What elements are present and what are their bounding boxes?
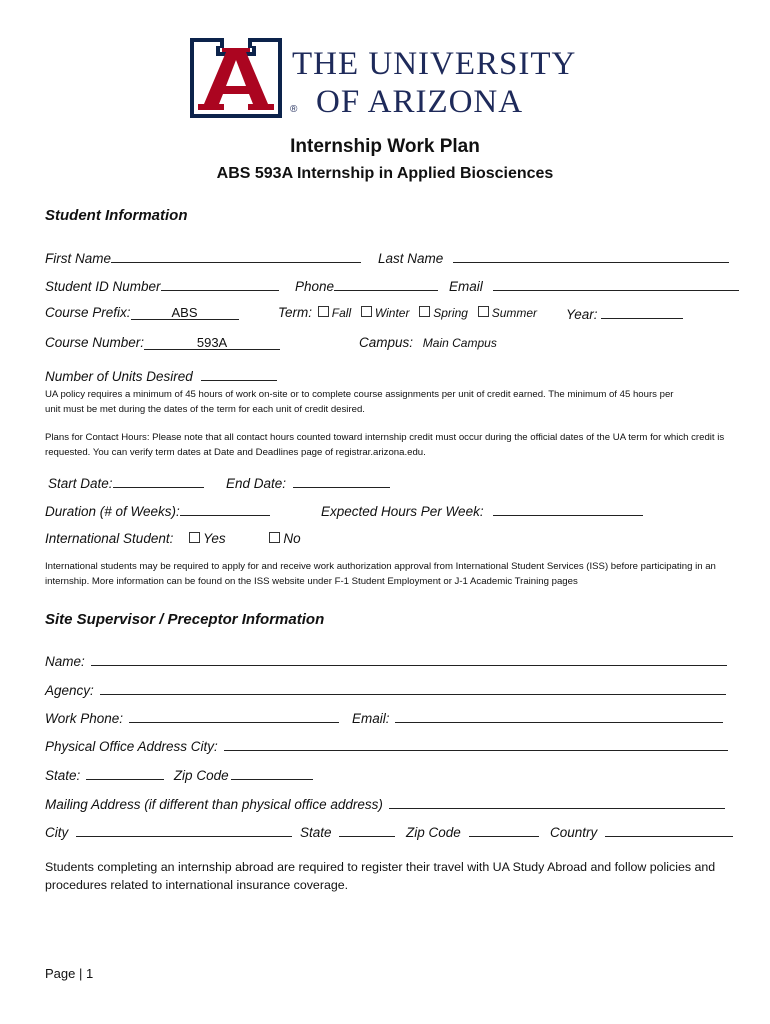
- zip-label: Zip Code: [173, 768, 229, 783]
- zip2-field[interactable]: [469, 823, 539, 837]
- country-field[interactable]: [605, 823, 733, 837]
- campus-row: [359, 335, 497, 350]
- office-city-field[interactable]: [224, 737, 728, 751]
- term-row: [278, 305, 537, 320]
- year-label: Year:: [566, 307, 598, 322]
- year-field[interactable]: [601, 305, 683, 319]
- state-label: State:: [45, 768, 81, 783]
- office-city-row: [45, 737, 728, 754]
- zip2-row: [406, 823, 539, 840]
- contact-hours-text: Plans for Contact Hours: Please note that all contact hours counted toward internship credit must occur during the official dates of the UA term for which credit is requested. You can verify term dates at Date and Deadlines page of registrar.arizona.edu.: [45, 432, 725, 458]
- work-phone-row: [45, 709, 339, 726]
- agency-label: Agency:: [45, 683, 94, 698]
- start-date-row: [48, 474, 204, 491]
- abroad-notice-text: Students completing an internship abroad are required to register their travel with UA Study Abroad and follow policies and procedures related to international insurance coverage.: [45, 860, 716, 892]
- duration-row: [45, 502, 270, 519]
- mailing-address-field[interactable]: [389, 795, 725, 809]
- units-label: Number of Units Desired: [45, 369, 193, 384]
- email-label: Email: [449, 279, 483, 294]
- first-name-label: First Name: [45, 251, 112, 266]
- term-winter-label: Winter: [374, 306, 410, 320]
- duration-label: Duration (# of Weeks):: [45, 504, 180, 519]
- state-zip-row: [45, 766, 313, 783]
- end-date-label: End Date:: [226, 476, 287, 491]
- course-prefix-row: [45, 305, 239, 320]
- zip2-label: Zip Code: [406, 825, 461, 840]
- block-a-logo-icon: [190, 38, 282, 118]
- course-number-row: [45, 335, 280, 350]
- units-field[interactable]: [201, 367, 277, 381]
- mailing-address-row: [45, 795, 725, 812]
- term-summer-label: Summer: [491, 306, 538, 320]
- supervisor-name-label: Name:: [45, 654, 85, 669]
- page-subtitle: ABS 593A Internship in Applied Biosciences: [216, 165, 554, 182]
- term-fall-checkbox[interactable]: [318, 306, 329, 317]
- first-name-field[interactable]: [111, 249, 361, 263]
- phone-row: [295, 277, 438, 294]
- international-notice-text: International students may be required to apply for and receive work authorization approval from International Student Services (ISS) before participating in an internship. More information can be found on the ISS website under F-1 Student Employment or J-1 Academic Training pages: [45, 561, 716, 587]
- student-id-field[interactable]: [161, 277, 279, 291]
- supervisor-email-field[interactable]: [395, 709, 723, 723]
- student-id-label: Student ID Number: [45, 279, 161, 294]
- campus-value: Main Campus: [422, 336, 497, 350]
- term-winter-checkbox[interactable]: [361, 306, 372, 317]
- phone-field[interactable]: [334, 277, 438, 291]
- work-phone-label: Work Phone:: [45, 711, 124, 726]
- logo-line-1: THE UNIVERSITY: [292, 46, 577, 82]
- agency-field[interactable]: [100, 681, 726, 695]
- city-row: [45, 823, 292, 840]
- term-label: Term:: [278, 305, 313, 320]
- student-id-row: [45, 277, 279, 294]
- first-name-row: [45, 249, 361, 266]
- duration-field[interactable]: [180, 502, 270, 516]
- work-phone-field[interactable]: [129, 709, 339, 723]
- phone-label: Phone: [295, 279, 335, 294]
- international-no-checkbox[interactable]: [269, 532, 280, 543]
- supervisor-name-field[interactable]: [91, 652, 727, 666]
- international-row: [45, 531, 301, 546]
- supervisor-name-row: [45, 652, 727, 669]
- international-label: International Student:: [45, 531, 174, 546]
- international-no-label: No: [283, 531, 301, 546]
- expected-hours-label: Expected Hours Per Week:: [321, 504, 484, 519]
- city-field[interactable]: [76, 823, 292, 837]
- last-name-label: Last Name: [378, 251, 444, 266]
- state-field[interactable]: [86, 766, 164, 780]
- state2-label: State: [300, 825, 332, 840]
- email-row: [449, 277, 739, 294]
- page-number: Page | 1: [45, 966, 94, 981]
- term-spring-checkbox[interactable]: [419, 306, 430, 317]
- agency-row: [45, 681, 726, 698]
- last-name-field[interactable]: [453, 249, 729, 263]
- international-yes-label: Yes: [203, 531, 226, 546]
- country-row: [550, 823, 733, 840]
- logo-line-2: OF ARIZONA: [316, 84, 524, 120]
- supervisor-email-label: Email:: [352, 711, 390, 726]
- term-spring-label: Spring: [433, 306, 468, 320]
- page-title: Internship Work Plan: [290, 136, 480, 157]
- mailing-address-label: Mailing Address (if different than physical office address): [45, 797, 383, 812]
- start-date-label: Start Date:: [48, 476, 113, 491]
- state2-field[interactable]: [339, 823, 395, 837]
- country-label: Country: [550, 825, 598, 840]
- campus-label: Campus:: [359, 335, 414, 350]
- supervisor-email-row: [352, 709, 723, 726]
- student-info-heading: Student Information: [45, 207, 188, 224]
- year-row: [566, 305, 683, 322]
- supervisor-info-heading: Site Supervisor / Preceptor Information: [45, 611, 325, 628]
- course-prefix-field[interactable]: [131, 306, 239, 320]
- policy-text: UA policy requires a minimum of 45 hours of work on-site or to complete course assignments per unit of credit earned. The minimum of 45 hours per unit must be met during the dates of the term for each unit of credit desired.: [45, 389, 674, 415]
- course-prefix-label: Course Prefix:: [45, 305, 131, 320]
- units-row: [45, 367, 277, 384]
- registered-mark: ®: [290, 104, 298, 115]
- course-prefix-value: ABS: [171, 305, 198, 320]
- course-number-field[interactable]: [144, 336, 280, 350]
- zip-field[interactable]: [231, 766, 313, 780]
- office-city-label: Physical Office Address City:: [45, 739, 218, 754]
- end-date-field[interactable]: [293, 474, 390, 488]
- end-date-row: [226, 474, 390, 491]
- state2-row: [300, 823, 395, 840]
- start-date-field[interactable]: [113, 474, 204, 488]
- term-summer-checkbox[interactable]: [478, 306, 489, 317]
- expected-hours-field[interactable]: [493, 502, 643, 516]
- city-label: City: [45, 825, 69, 840]
- international-yes-checkbox[interactable]: [189, 532, 200, 543]
- course-number-label: Course Number:: [45, 335, 145, 350]
- expected-hours-row: [321, 502, 643, 519]
- email-field[interactable]: [493, 277, 739, 291]
- last-name-row: [378, 249, 729, 266]
- course-number-value: 593A: [196, 335, 228, 350]
- term-fall-label: Fall: [331, 306, 352, 320]
